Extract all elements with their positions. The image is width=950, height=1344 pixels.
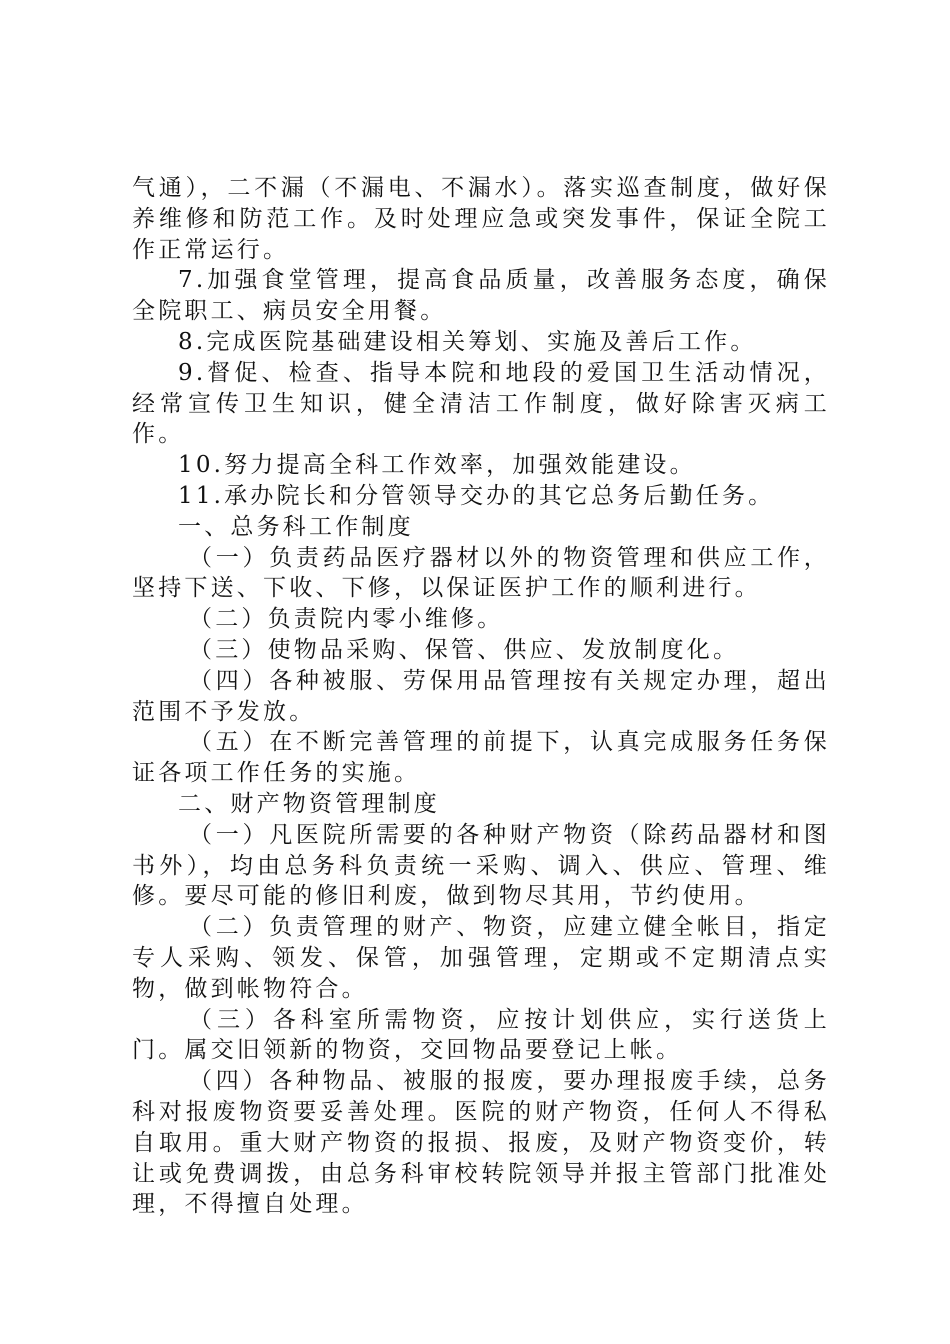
paragraph-item-8: 8.完成医院基础建设相关筹划、实施及善后工作。 (178, 328, 757, 355)
paragraph-item-10: 10.努力提高全科工作效率，加强效能建设。 (178, 452, 696, 479)
section-1-clause-4: （四）各种被服、劳保用品管理按有关规定办理，超出范围不予发放。 (132, 667, 830, 725)
section-2-clause-2: （二）负责管理的财产、物资，应建立健全帐目，指定专人采购、领发、保管，加强管理，定期或不定期清点实物，做到帐物符合。 (132, 914, 830, 1002)
document-body (132, 173, 830, 1220)
paragraph-item-9: 9.督促、检查、指导本院和地段的爱国卫生活动情况，经常宣传卫生知识，健全清洁工作制度，做好除害灭病工作。 (132, 359, 830, 448)
section-1-clause-3: （三）使物品采购、保管、供应、发放制度化。 (189, 636, 740, 663)
section-2-clause-4: （四）各种物品、被服的报废，要办理报废手续，总务科对报废物资要妥善处理。医院的财产物资，任何人不得私自取用。重大财产物资的报损、报废，及财产物资变价，转让或免费调拨，由总务科审校转院领导并报主管部门批准处理，不得擅自处理。 (132, 1068, 830, 1218)
paragraph-continued: 气通），二不漏（不漏电、不漏水）。落实巡查制度，做好保养维修和防范工作。及时处理应急或突发事件，保证全院工作正常运行。 (132, 175, 830, 263)
section-1-clause-5: （五）在不断完善管理的前提下，认真完成服务任务保证各项工作任务的实施。 (132, 729, 830, 787)
section-heading-2: 二、财产物资管理制度 (178, 790, 440, 817)
section-heading-1: 一、总务科工作制度 (178, 513, 414, 540)
section-1-clause-1: （一）负责药品医疗器材以外的物资管理和供应工作，坚持下送、下收、下修，以保证医护工作的顺利进行。 (132, 544, 830, 602)
section-2-clause-3: （三）各科室所需物资，应按计划供应，实行送货上门。属交旧领新的物资，交回物品要登记上帐。 (132, 1006, 830, 1064)
section-2-clause-1: （一）凡医院所需要的各种财产物资（除药品器材和图书外），均由总务科负责统一采购、调入、供应、管理、维修。要尽可能的修旧利废，做到物尽其用，节约使用。 (132, 821, 830, 910)
paragraph-item-11: 11.承办院长和分管领导交办的其它总务后勤任务。 (178, 482, 775, 509)
paragraph-item-7: 7.加强食堂管理，提高食品质量，改善服务态度，确保全院职工、病员安全用餐。 (132, 267, 830, 325)
section-1-clause-2: （二）负责院内零小维修。 (189, 606, 504, 633)
